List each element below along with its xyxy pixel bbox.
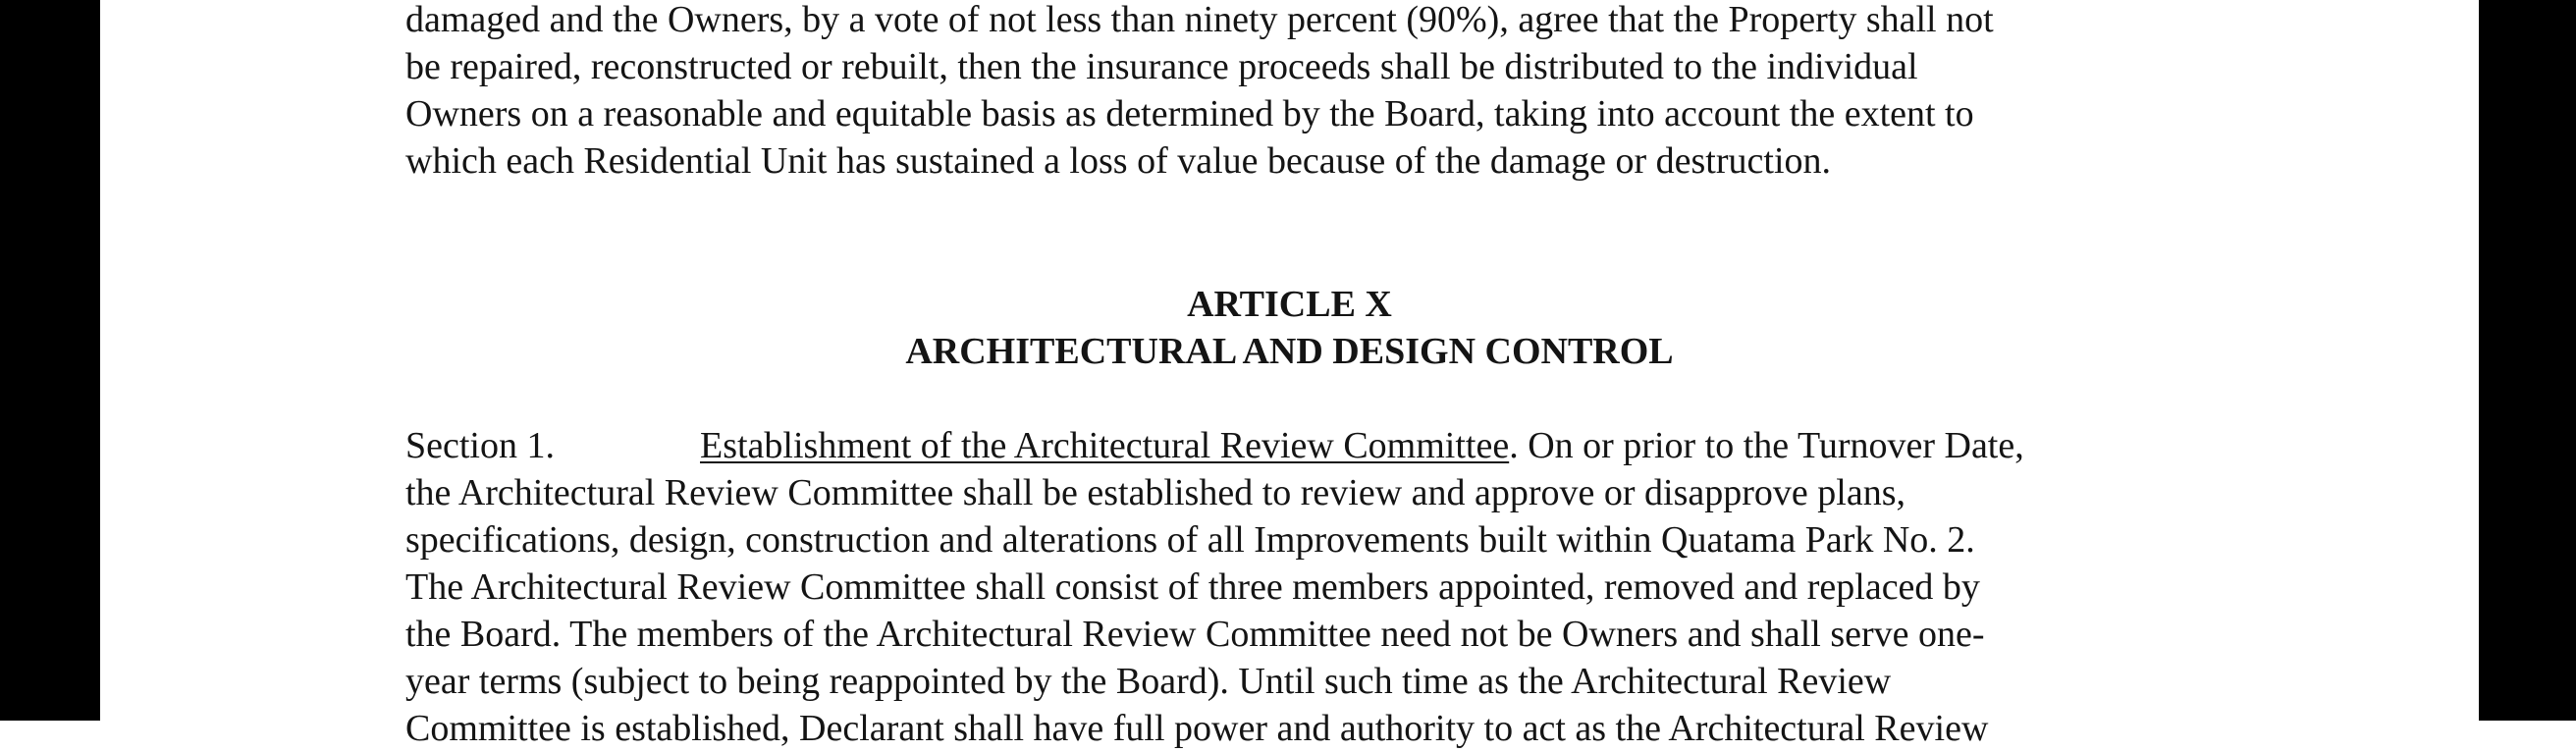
section-text: . On or prior to the Turnover Date, [1509, 425, 2024, 466]
section-line: The Architectural Review Committee shall consist of three members appointed, removed and replaced by [405, 566, 1980, 608]
scan-border-right [2479, 0, 2576, 721]
paragraph-line: damaged and the Owners, by a vote of not less than ninety percent (90%), agree that the Property shall not [405, 0, 1994, 40]
scan-border-left [0, 0, 100, 721]
article-title: ARCHITECTURAL AND DESIGN CONTROL [905, 331, 1674, 372]
section-number: Section 1. [405, 425, 555, 466]
section-line: the Architectural Review Committee shall be established to review and approve or disapprove plans, [405, 472, 1905, 513]
section-line: year terms (subject to being reappointed by the Board). Until such time as the Architectural Review [405, 661, 1892, 702]
section-line: specifications, design, construction and alterations of all Improvements built within Quatama Park No. 2. [405, 519, 1975, 561]
document-page [100, 0, 2479, 749]
section-line: the Board. The members of the Architectural Review Committee need not be Owners and shall serve one- [405, 614, 1985, 655]
article-number: ARTICLE X [1187, 284, 1392, 325]
section-first-line [405, 422, 2024, 469]
paragraph-line: be repaired, reconstructed or rebuilt, then the insurance proceeds shall be distributed to the individual [405, 46, 1918, 87]
paragraph-line: which each Residential Unit has sustained a loss of value because of the damage or destruction. [405, 140, 1831, 182]
section-line: Committee is established, Declarant shall have full power and authority to act as the Architectural Review [405, 708, 1989, 749]
section-title: Establishment of the Architectural Review Committee [700, 425, 1510, 466]
paragraph-line: Owners on a reasonable and equitable basis as determined by the Board, taking into account the extent to [405, 93, 1974, 134]
